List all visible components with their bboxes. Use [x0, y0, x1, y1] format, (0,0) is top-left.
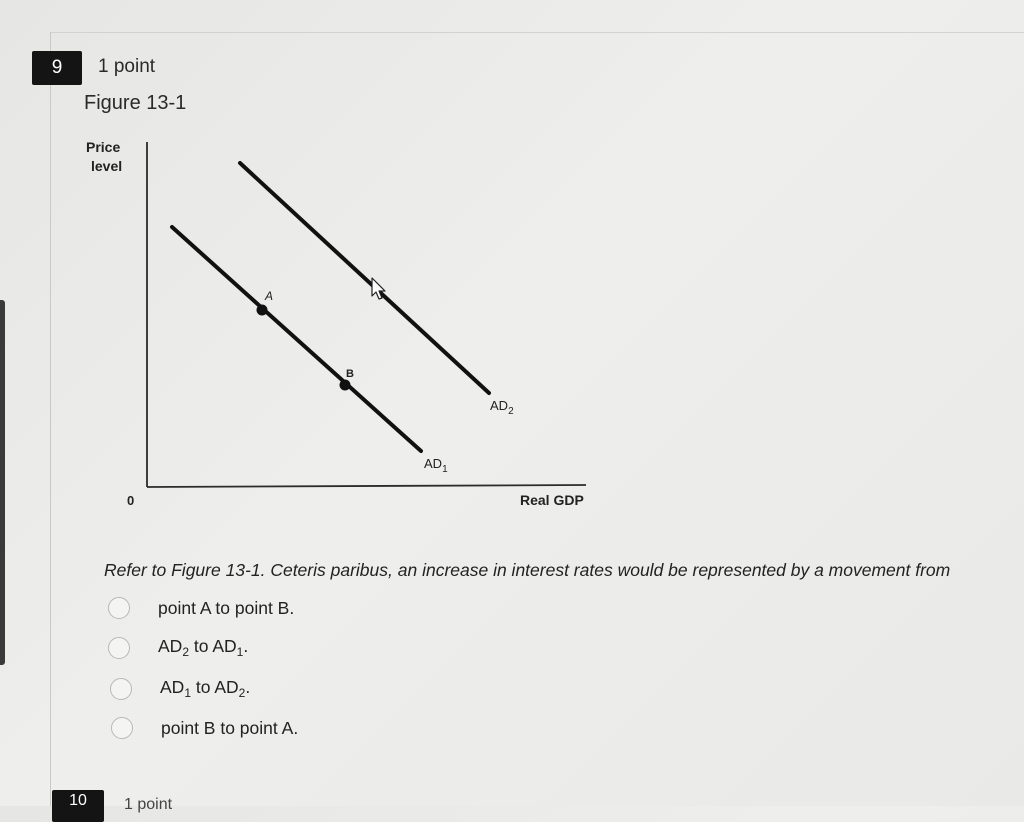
point-b-dot: [340, 380, 351, 391]
next-question-points: 1 point: [124, 796, 173, 813]
answer-option-a-to-b[interactable]: [108, 597, 294, 619]
answer-option-ad1-to-ad2[interactable]: [110, 677, 250, 700]
point-a-label: A: [265, 289, 274, 303]
answer-option-b-to-a[interactable]: [111, 717, 298, 739]
answer-option-label: $AD_2$ to $AD_1$.: [158, 636, 249, 659]
x-axis-label: Real GDP: [520, 492, 584, 508]
y-axis-label-line2: level: [91, 158, 123, 174]
answer-option-label: $AD_1$ to $AD_2$.: [160, 677, 251, 700]
ad1-curve: [172, 227, 421, 451]
y-axis-label-line1: Price: [86, 139, 121, 155]
answer-option-label: point A to point B.: [158, 597, 295, 618]
origin-label: 0: [127, 493, 135, 508]
ad2-label: $AD_2$: [490, 398, 514, 417]
radio-button[interactable]: [108, 597, 130, 619]
question-prompt: Refer to Figure 13-1. Ceteris paribus, an increase in interest rates would be represented by a movement from: [104, 560, 951, 580]
x-axis: [147, 485, 586, 487]
answer-option-label: point B to point A.: [161, 717, 299, 738]
point-a-dot: [257, 305, 268, 316]
answer-option-ad2-to-ad1[interactable]: [108, 636, 248, 659]
point-b-label: B: [346, 368, 354, 380]
question-number-badge: 9: [32, 51, 82, 85]
radio-button[interactable]: [111, 717, 133, 739]
question-points: 1 point: [98, 56, 156, 77]
figure-title: Figure 13-1: [84, 92, 187, 114]
radio-button[interactable]: [110, 678, 132, 700]
next-question-number-badge: 10: [52, 790, 104, 822]
radio-button[interactable]: [108, 637, 130, 659]
ad1-label: $AD_1$: [424, 456, 448, 475]
ad2-curve: [240, 163, 489, 393]
